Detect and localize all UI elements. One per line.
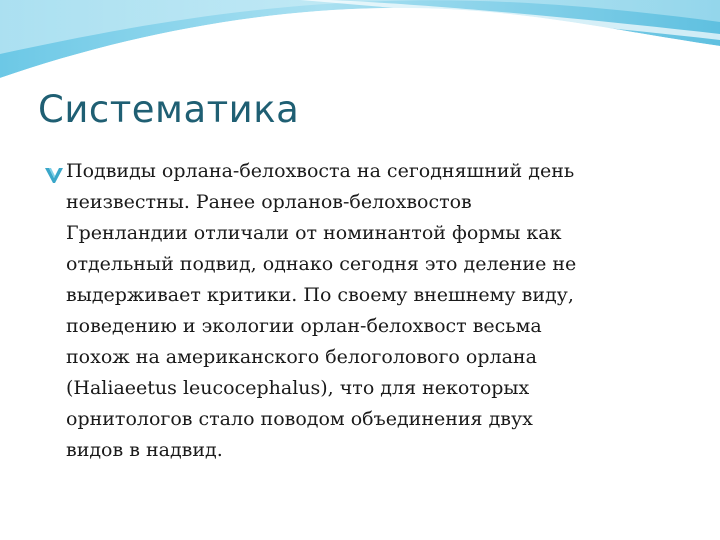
- bullet-paragraph: [44, 156, 684, 466]
- bullet-line: видов в надвид.: [66, 439, 223, 461]
- bullet-line: неизвестны. Ранее орланов-белохвостов: [66, 191, 472, 213]
- header-wave-decoration: [0, 0, 720, 90]
- bullet-line: похож на американского белоголового орлана: [66, 346, 537, 368]
- bullet-line: (Haliaeetus leucocephalus), что для некоторых: [66, 377, 530, 399]
- bullet-line: выдерживает критики. По своему внешнему виду,: [66, 284, 574, 306]
- bullet-line: Подвиды орлана-белохвоста на сегодняшний день: [66, 160, 575, 182]
- bullet-line: поведению и экологии орлан-белохвост весьма: [66, 315, 542, 337]
- slide-title: Систематика: [38, 88, 300, 131]
- bullet-line: Гренландии отличали от номинантой формы как: [66, 222, 562, 244]
- bullet-text: [44, 156, 684, 466]
- bullet-line: орнитологов стало поводом объединения двух: [66, 408, 533, 430]
- bullet-line: отдельный подвид, однако сегодня это деление не: [66, 253, 577, 275]
